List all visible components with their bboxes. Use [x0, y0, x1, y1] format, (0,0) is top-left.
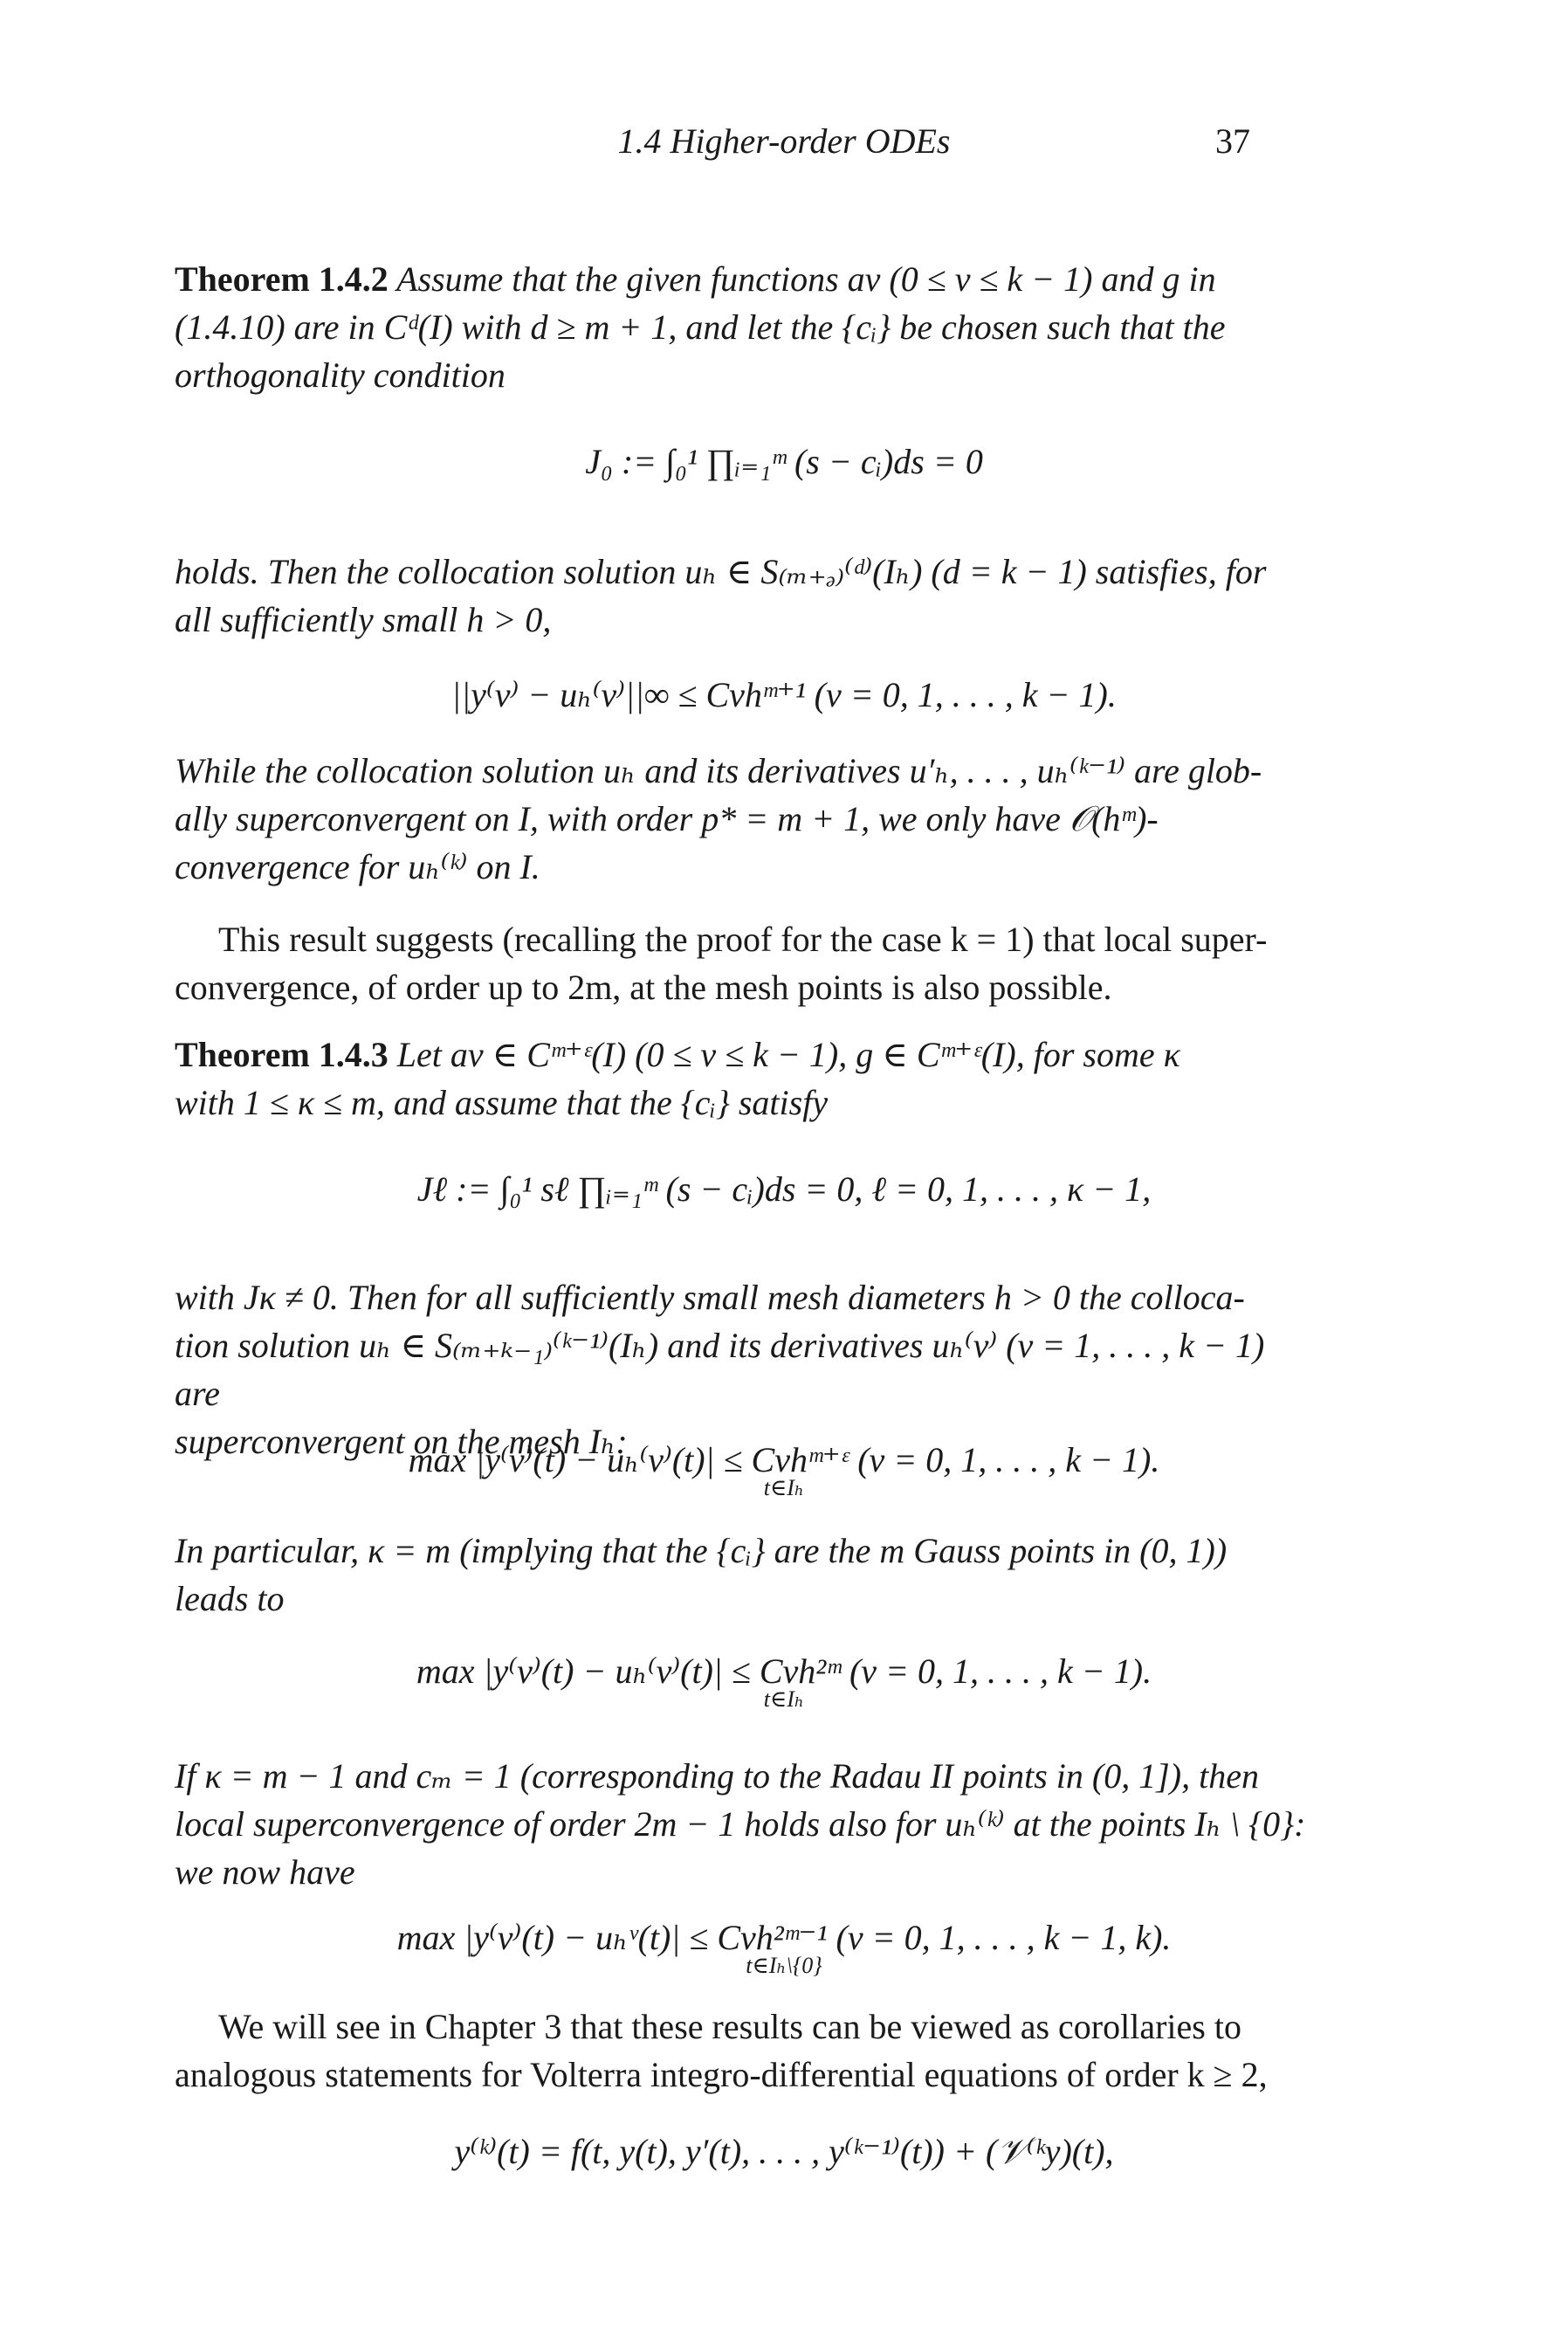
theorem-text-line: If κ = m − 1 and cₘ = 1 (corresponding to the Radau II points in (0, 1]), then [175, 1756, 1259, 1796]
theorem-text-line: tion solution uₕ ∈ S₍ₘ₊ₖ₋₁₎⁽ᵏ⁻¹⁾(Iₕ) and its derivatives uₕ⁽ν⁾ (ν = 1, . . . , k − 1) are [175, 1326, 1265, 1413]
theorem-text-line: ally superconvergent on I, with order p* = m + 1, we only have 𝒪(hᵐ)- [175, 799, 1159, 838]
theorem-text-line: with 1 ≤ κ ≤ m, and assume that the {cᵢ} satisfy [175, 1083, 829, 1122]
paragraph-local-superconvergence [175, 915, 1306, 1011]
theorem-text-line: Assume that the given functions aν (0 ≤ ν ≤ k − 1) and g in [396, 259, 1216, 299]
theorem-text-line: convergence for uₕ⁽ᵏ⁾ on I. [175, 847, 540, 886]
theorem-text-line: Let aν ∈ Cᵐ⁺ᵋ(I) (0 ≤ ν ≤ k − 1), g ∈ Cᵐ⁺ᵋ(I), for some κ [396, 1035, 1180, 1074]
theorem-1-4-2-remark [175, 747, 1306, 891]
theorem-1-4-3-radau [175, 1752, 1306, 1896]
theorem-label: Theorem 1.4.3 [175, 1035, 389, 1074]
equation-max-3: max |y⁽ν⁾(t) − uₕᵛ(t)| ≤ Cνh²ᵐ⁻¹ (ν = 0, 1, . . . , k − 1, k). t∈Iₕ\{0} [396, 1918, 1172, 1978]
theorem-text-line: superconvergent on the mesh Iₕ: [175, 1422, 628, 1461]
paragraph-line: convergence, of order up to 2m, at the mesh points is also possible. [175, 968, 1112, 1007]
equation-max-1: max |y⁽ν⁾(t) − uₕ⁽ν⁾(t)| ≤ Cνhᵐ⁺ᵋ (ν = 0, 1, . . . , k − 1). t∈Iₕ [408, 1440, 1160, 1500]
theorem-label: Theorem 1.4.2 [175, 259, 389, 299]
running-header: 1.4 Higher-order ODEs [617, 121, 951, 161]
paragraph-line: We will see in Chapter 3 that these results can be viewed as corollaries to [218, 2007, 1241, 2046]
theorem-text-line: all sufficiently small h > 0, [175, 600, 552, 639]
paragraph-line: analogous statements for Volterra integro-differential equations of order k ≥ 2, [175, 2055, 1268, 2094]
theorem-1-4-2-continued [175, 548, 1306, 644]
theorem-1-4-3-particular [175, 1527, 1306, 1623]
max-subscript: t∈Iₕ\{0} [746, 1953, 822, 1978]
theorem-1-4-2 [175, 255, 1306, 399]
theorem-text-line: local superconvergence of order 2m − 1 holds also for uₕ⁽ᵏ⁾ at the points Iₕ \ {0}: [175, 1804, 1306, 1844]
page-number: 37 [1215, 121, 1250, 161]
theorem-text-line: While the collocation solution uₕ and its derivatives u′ₕ, . . . , uₕ⁽ᵏ⁻¹⁾ are glob- [175, 751, 1262, 790]
equation-j0: J₀ := ∫₀¹ ∏ᵢ₌₁ᵐ (s − cᵢ)ds = 0 [585, 442, 983, 481]
equation-jl: Jℓ := ∫₀¹ sℓ ∏ᵢ₌₁ᵐ (s − cᵢ)ds = 0, ℓ = 0, 1, . . . , κ − 1, [416, 1169, 1152, 1209]
theorem-1-4-3-continued [175, 1273, 1306, 1465]
theorem-text-line: leads to [175, 1579, 285, 1618]
theorem-text-line: holds. Then the collocation solution uₕ ∈ S₍ₘ₊ₔ₎⁽ᵈ⁾(Iₕ) (d = k − 1) satisfies, for [175, 552, 1267, 591]
theorem-text-line: with Jκ ≠ 0. Then for all sufficiently small mesh diameters h > 0 the colloca- [175, 1278, 1245, 1317]
equation-vide: y⁽ᵏ⁾(t) = f(t, y(t), y′(t), . . . , y⁽ᵏ⁻¹⁾(t)) + (𝒱⁽ᵏy)(t), [454, 2132, 1114, 2171]
theorem-text-line: we now have [175, 1852, 355, 1892]
theorem-text-line: (1.4.10) are in Cᵈ(I) with d ≥ m + 1, and let the {cᵢ} be chosen such that the [175, 307, 1226, 347]
theorem-text-line: orthogonality condition [175, 355, 505, 395]
max-subscript: t∈Iₕ [763, 1686, 805, 1712]
theorem-text-line: In particular, κ = m (implying that the {cᵢ} are the m Gauss points in (0, 1)) [175, 1531, 1228, 1570]
max-subscript: t∈Iₕ [763, 1475, 805, 1500]
paragraph-line: This result suggests (recalling the proof for the case k = 1) that local super- [218, 920, 1268, 959]
paragraph-volterra [175, 2003, 1306, 2099]
equation-error-bound: ||y⁽ν⁾ − uₕ⁽ν⁾||∞ ≤ Cνhᵐ⁺¹ (ν = 0, 1, . . . , k − 1). [451, 675, 1117, 714]
theorem-1-4-3 [175, 1031, 1306, 1127]
equation-max-2: max |y⁽ν⁾(t) − uₕ⁽ν⁾(t)| ≤ Cνh²ᵐ (ν = 0, 1, . . . , k − 1). t∈Iₕ [416, 1651, 1152, 1712]
